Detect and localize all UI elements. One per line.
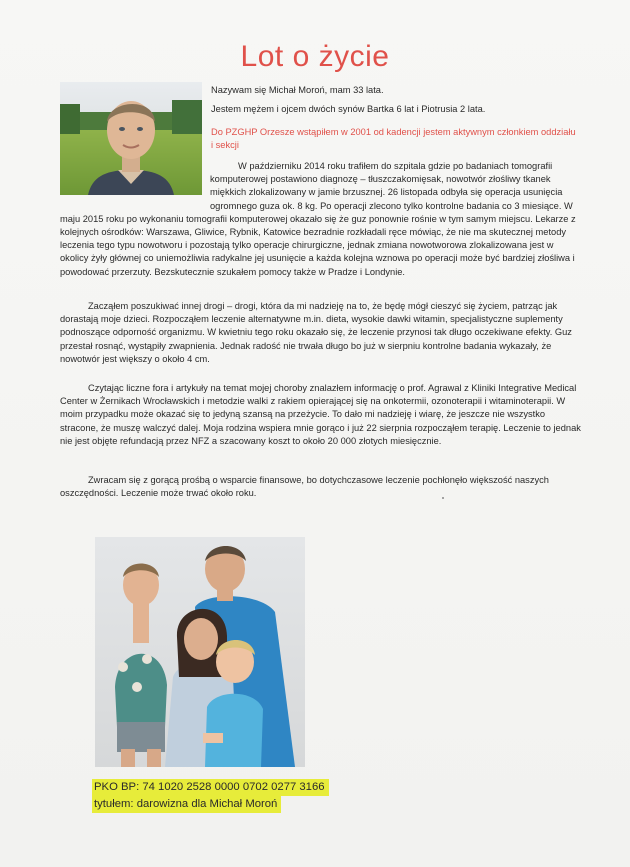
intro-name-line: Nazywam się Michał Moroń, mam 33 lata.	[211, 85, 384, 95]
photo-wrap-spacer	[60, 160, 210, 200]
transfer-title: tytułem: darowizna dla Michał Moroń	[92, 796, 281, 813]
family-photo	[95, 537, 305, 767]
paragraph-alternative-treatment: Zacząłem poszukiwać innej drogi – drogi, która da mi nadzieję na to, że będę mógł cieszyć się życiem, patrząc jak dorastają moje dzieci. Rozpocząłem leczenie alternatywne m.in. dieta, wysokie dawki witamin, specjalistyczne suplementy podnoszące odporność organizmu. W kwietniu tego roku okazało się, że leczenie przynosi tak długo oczekiwane efekty. Guz przestał rosnąć, wystąpiły zwapnienia. Jednak radość nie trwała długo bo już w sierpniu kontrolne badania wykazały, że nowotwór jest większy o około 4 cm.	[60, 301, 572, 364]
intro-membership-line: Do PZGHP Orzesze wstąpiłem w 2001 od kadencji jestem aktywnym członkiem oddziału i sekcji	[211, 127, 576, 150]
scan-speck	[442, 497, 444, 499]
paragraph-diagnosis-text: W październiku 2014 roku trafiłem do szpitala gdzie po badaniach tomografii komputerowej postawiono diagnozę – tłuszczakomięsak, nowotwór złośliwy tkanek miękkich zlokalizowany w jamie brzusznej. 26 listopada odbyła się operacja usunięcia ogromnego guza ok. 8 kg. Po operacji zlecono tylko kontrolne badania co 3 miesiące. W maju 2015 roku po wykonaniu tomografii komputerowej okazało się że guz ponownie rośnie w tym samym miejscu. Lekarze z kolejnych ośrodków: Warszawa, Gliwice, Rybnik, Katowice bezradnie rozkładali ręce mówiąc, że nie ma skutecznej metody leczenia tego typu nowotworu i pozostają tylko operacje chirurgiczne, jednak zmiana nowotworowa zlokalizowana jest w okolicy żyły głównej co uniemożliwia radykalne jej usunięcie a każda kolejna wznowa po operacji może być bardziej złośliwa i powodować przerzuty. Bezskutecznie szukałem pomocy także w Pradze i Londynie.	[60, 161, 576, 277]
page-title: Lot o życie	[240, 40, 390, 73]
family-image	[95, 537, 305, 767]
paragraph-diagnosis	[60, 160, 581, 279]
bank-account-number: PKO BP: 74 1020 2528 0000 0702 0277 3166	[92, 779, 329, 796]
intro-family-line: Jestem mężem i ojcem dwóch synów Bartka 6 lat i Piotrusia 2 lata.	[211, 104, 486, 114]
paragraph-clinic-therapy: Czytając liczne fora i artykuły na temat mojej choroby znalazłem informację o prof. Agrawal z Kliniki Integrative Medical Center w Żernikach Wrocławskich i metodzie walki z rakiem opierającej się na onkotermii, ozonoterapii i witaminoterapii. W moim przypadku może okazać się to jedyną szansą na przeżycie. To dało mi nadzieję i wiarę, że jeszcze nie wszystko stracone, że muszę walczyć dalej. Moja rodzina wspiera mnie gorąco i już 22 sierpnia rozpocząłem terapię. Leczenie to jednak nie jest objęte refundacją przez NFZ a szacowany koszt to około 20 000 złotych miesięcznie.	[60, 383, 581, 446]
paragraph-appeal: Zwracam się z gorącą prośbą o wsparcie finansowe, bo dotychczasowe leczenie pochłonęło większość naszych oszczędności. Leczenie może trwać około roku.	[60, 475, 549, 499]
